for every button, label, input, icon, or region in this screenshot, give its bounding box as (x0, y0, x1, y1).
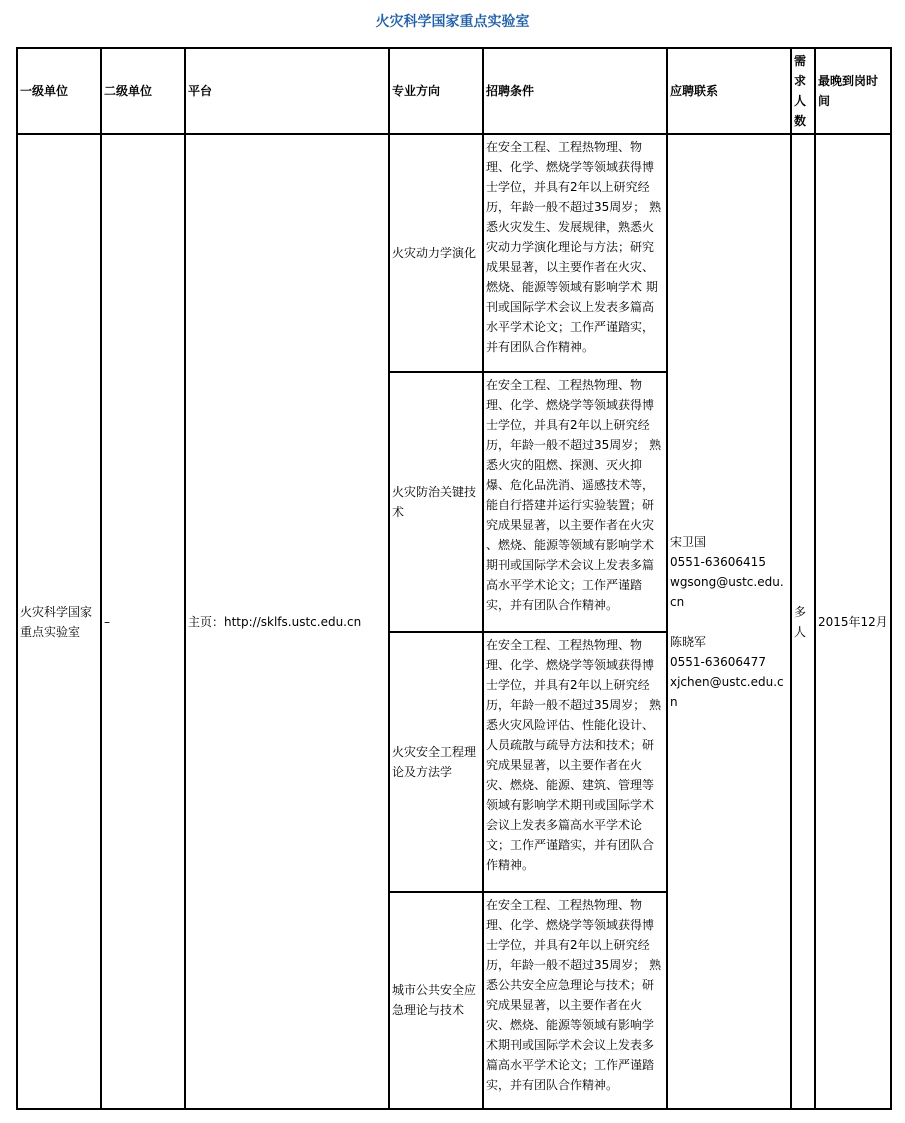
header-level2-unit: 二级单位 (101, 48, 185, 134)
contact-name: 陈晓军 (670, 634, 707, 649)
requirements-cell: 在安全工程、工程热物理、物理、化学、燃烧学等领域获得博士学位，并具有2年以上研究经历，年龄一般不超过35周岁； 熟悉火灾发生、发展规律，熟悉火灾动力学演化理论与方法；研究成果显著，以主要作者在火灾、燃烧、能源等领域有影响学术 期刊或国际学术会议上发表多篇高水平学术论文；工作严谨踏实，并有团队合作精神。 (483, 134, 667, 372)
level1-unit-cell: 火灾科学国家重点实验室 (17, 134, 101, 1109)
requirements-cell: 在安全工程、工程热物理、物理、化学、燃烧学等领域获得博士学位，并具有2年以上研究经历，年龄一般不超过35周岁； 熟悉公共安全应急理论与技术；研究成果显著，以主要作者在火灾、燃烧、能源等领域有影响学术期刊或国际学术会议上发表多 篇高水平学术论文；工作严谨踏实，并有团队合作精神。 (483, 892, 667, 1109)
major-cell: 火灾安全工程理论及方法学 (389, 632, 483, 892)
table-row (17, 134, 891, 372)
platform-cell: 主页：http://sklfs.ustc.edu.cn (185, 134, 389, 1109)
recruitment-table (16, 47, 892, 1110)
contact-email[interactable]: xjchen@ustc.edu.cn (670, 674, 784, 709)
major-cell: 城市公共安全应急理论与技术 (389, 892, 483, 1109)
header-contact: 应聘联系 (667, 48, 791, 134)
level2-unit-cell: – (101, 134, 185, 1109)
deadline-cell: 2015年12月 (815, 134, 891, 1109)
requirements-cell: 在安全工程、工程热物理、物理、化学、燃烧学等领域获得博士学位，并具有2年以上研究经历，年龄一般不超过35周岁； 熟悉火灾风险评估、性能化设计、人员疏散与疏导方法和技术；研究成果显著，以主要作者在火灾、燃烧、能源、建筑、管理等 领域有影响学术期刊或国际学术会议上发表多篇高水平学术论文；工作严谨踏实，并有团队合作精神。 (483, 632, 667, 892)
header-level1-unit: 一级单位 (17, 48, 101, 134)
requirements-cell: 在安全工程、工程热物理、物理、化学、燃烧学等领域获得博士学位，并具有2年以上研究经历，年龄一般不超过35周岁； 熟悉火灾的阻燃、探测、灭火抑爆、危化品洗消、遥感技术等，能自行搭建并运行实验装置；研究成果显著，以主要作者在火灾 、燃烧、能源等领域有影响学术期刊或国际学术会议上发表多篇高水平学术论文；工作严谨踏实，并有团队合作精神。 (483, 372, 667, 632)
header-headcount: 需求人数 (791, 48, 815, 134)
header-major: 专业方向 (389, 48, 483, 134)
contact-phone: 0551-63606477 (670, 654, 766, 669)
contact-phone: 0551-63606415 (670, 554, 766, 569)
header-row (17, 48, 891, 134)
contact-name: 宋卫国 (670, 534, 707, 549)
contact-spacer (670, 612, 788, 632)
headcount-cell: 多人 (791, 134, 815, 1109)
header-requirements: 招聘条件 (483, 48, 667, 134)
header-deadline: 最晚到岗时间 (815, 48, 891, 134)
major-cell: 火灾动力学演化 (389, 134, 483, 372)
contact-cell (667, 134, 791, 1109)
major-cell: 火灾防治关键技术 (389, 372, 483, 632)
contact-email[interactable]: wgsong@ustc.edu.cn (670, 574, 784, 609)
page-title: 火灾科学国家重点实验室 (375, 14, 530, 30)
header-platform: 平台 (185, 48, 389, 134)
